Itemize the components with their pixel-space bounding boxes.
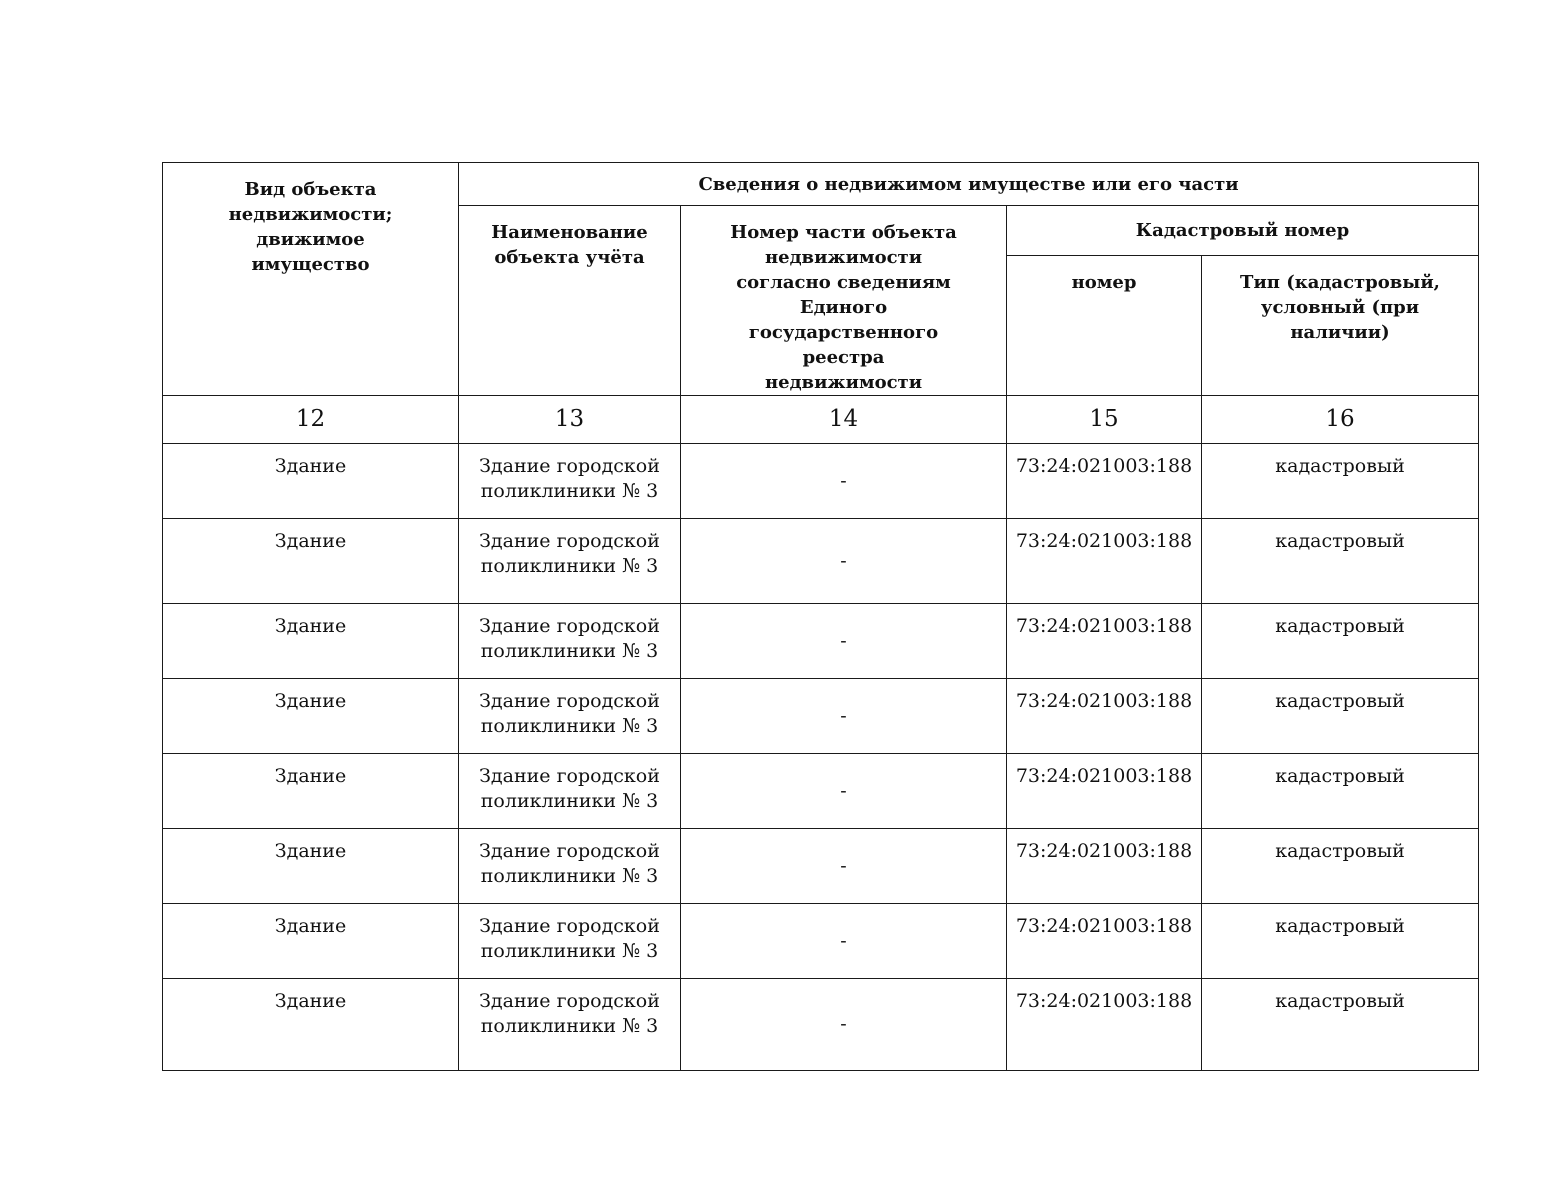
table-row [163, 979, 1479, 1071]
cell-name [459, 904, 681, 979]
header-type-text: Тип (кадастровый, условный (при наличии) [1240, 271, 1440, 343]
table-row [163, 604, 1479, 679]
cell-name [459, 519, 681, 604]
cell-name-line1: Здание городской [479, 690, 660, 712]
cell-cadastral-number: 73:24:021003:188 [1007, 604, 1202, 679]
header-type [1202, 255, 1479, 395]
cell-cadastral-number: 73:24:021003:188 [1007, 904, 1202, 979]
cell-cadastral-number: 73:24:021003:188 [1007, 754, 1202, 829]
cell-cadastral-type: кадастровый [1202, 829, 1479, 904]
cell-object-type: Здание [163, 829, 459, 904]
cell-name-line2: поликлиники № 3 [480, 555, 659, 577]
cell-name [459, 754, 681, 829]
header-number: номер [1007, 255, 1202, 395]
cell-object-type: Здание [163, 519, 459, 604]
column-number: 12 [163, 396, 459, 444]
column-number: 16 [1202, 396, 1479, 444]
cell-object-type: Здание [163, 679, 459, 754]
cell-name-line1: Здание городской [479, 990, 660, 1012]
cell-part-number: - [681, 979, 1007, 1071]
cell-object-type: Здание [163, 444, 459, 519]
cell-part-number: - [681, 754, 1007, 829]
header-cadastral-group: Кадастровый номер [1007, 206, 1479, 256]
cell-cadastral-number: 73:24:021003:188 [1007, 444, 1202, 519]
column-number-row [163, 396, 1479, 444]
cell-object-type: Здание [163, 754, 459, 829]
table-row [163, 679, 1479, 754]
cell-object-type: Здание [163, 904, 459, 979]
cell-name [459, 604, 681, 679]
cell-name-line1: Здание городской [479, 530, 660, 552]
cell-name-line1: Здание городской [479, 765, 660, 787]
cell-cadastral-type: кадастровый [1202, 519, 1479, 604]
header-object-type-text: Вид объекта недвижимости; движимое имущество [228, 179, 393, 275]
cell-name-line2: поликлиники № 3 [480, 790, 659, 812]
cell-name-line2: поликлиники № 3 [480, 940, 659, 962]
cell-object-type: Здание [163, 979, 459, 1071]
table-row [163, 829, 1479, 904]
cell-cadastral-type: кадастровый [1202, 604, 1479, 679]
header-part-number-text: Номер части объекта недвижимости согласно сведениям Единого государственного реестра недвижимости [730, 222, 957, 393]
table-row [163, 519, 1479, 604]
cell-name-line2: поликлиники № 3 [480, 640, 659, 662]
cell-name-line1: Здание городской [479, 915, 660, 937]
column-number: 15 [1007, 396, 1202, 444]
table-row [163, 754, 1479, 829]
cell-cadastral-type: кадастровый [1202, 904, 1479, 979]
header-part-number [681, 206, 1007, 396]
cell-part-number: - [681, 904, 1007, 979]
header-name [459, 206, 681, 396]
cell-cadastral-type: кадастровый [1202, 979, 1479, 1071]
cell-object-type: Здание [163, 604, 459, 679]
cell-name [459, 444, 681, 519]
cell-part-number: - [681, 519, 1007, 604]
cell-cadastral-number: 73:24:021003:188 [1007, 829, 1202, 904]
cell-cadastral-type: кадастровый [1202, 679, 1479, 754]
cell-cadastral-number: 73:24:021003:188 [1007, 979, 1202, 1071]
cell-name [459, 679, 681, 754]
cell-name [459, 829, 681, 904]
cell-name-line1: Здание городской [479, 840, 660, 862]
table-header [163, 163, 1479, 444]
cell-part-number: - [681, 829, 1007, 904]
cell-cadastral-type: кадастровый [1202, 444, 1479, 519]
cell-name-line2: поликлиники № 3 [480, 715, 659, 737]
cell-name-line1: Здание городской [479, 455, 660, 477]
cell-part-number: - [681, 604, 1007, 679]
document-sheet [162, 162, 1478, 1071]
cell-name-line2: поликлиники № 3 [480, 1015, 659, 1037]
cell-cadastral-number: 73:24:021003:188 [1007, 519, 1202, 604]
cell-name-line2: поликлиники № 3 [480, 865, 659, 887]
column-number: 14 [681, 396, 1007, 444]
column-number: 13 [459, 396, 681, 444]
cell-name-line2: поликлиники № 3 [480, 480, 659, 502]
cell-name [459, 979, 681, 1071]
cell-cadastral-number: 73:24:021003:188 [1007, 679, 1202, 754]
table-row [163, 444, 1479, 519]
cell-part-number: - [681, 444, 1007, 519]
header-name-text: Наименование объекта учёта [491, 222, 648, 268]
cell-part-number: - [681, 679, 1007, 754]
cell-name-line1: Здание городской [479, 615, 660, 637]
cell-cadastral-type: кадастровый [1202, 754, 1479, 829]
header-group-title: Сведения о недвижимом имуществе или его части [459, 163, 1479, 206]
table-row [163, 904, 1479, 979]
header-object-type [163, 163, 459, 396]
table-body [163, 444, 1479, 1071]
property-table [162, 162, 1479, 1071]
